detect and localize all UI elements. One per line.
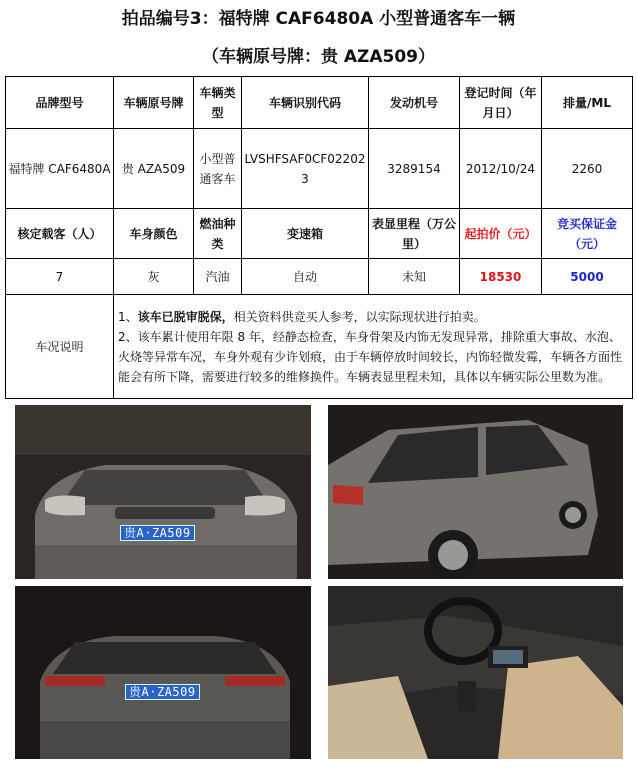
header-starting-price: 起拍价（元） [460,209,542,259]
cell-brand-model: 福特牌 CAF6480A [6,129,114,209]
front-license-plate: 贵A·ZA509 [120,525,195,541]
header-deposit: 竞买保证金（元） [542,209,633,259]
condition-label: 车况说明 [6,295,114,399]
cell-displacement: 2260 [542,129,633,209]
cell-original-plate: 贵 AZA509 [114,129,194,209]
cell-deposit: 5000 [542,259,633,295]
vehicle-spec-table [5,76,633,399]
header-fuel-type: 燃油种类 [194,209,242,259]
note-1: 1、该车已脱审脱保，相关资料供竞买人参考，以实际现状进行拍卖。 [118,309,486,324]
photo-interior [328,586,623,759]
cell-registration-date: 2012/10/24 [460,129,542,209]
cell-body-color: 灰 [114,259,194,295]
condition-row [6,295,633,399]
header-brand-model: 品牌型号 [6,77,114,129]
data-row-1 [6,129,633,209]
cell-vin: LVSHFSAF0CF022023 [242,129,369,209]
header-registration-date: 登记时间（年月日） [460,77,542,129]
cell-fuel-type: 汽油 [194,259,242,295]
cell-starting-price: 18530 [460,259,542,295]
photo-grid [5,400,632,768]
cell-engine-no: 3289154 [369,129,460,209]
rear-license-plate: 贵A·ZA509 [125,684,200,700]
cell-seats: 7 [6,259,114,295]
lot-subtitle: （车辆原号牌：贵 AZA509） [201,47,436,67]
photo-side [328,405,623,579]
header-row-2 [6,209,633,259]
note-1-bold: 该车已脱审脱保， [137,309,234,324]
header-seats: 核定载客（人） [6,209,114,259]
header-mileage: 表显里程（万公里） [369,209,460,259]
photo-front [15,405,311,579]
header-row-1 [6,77,633,129]
cell-vehicle-type: 小型普通客车 [194,129,242,209]
header-original-plate: 车辆原号牌 [114,77,194,129]
photo-rear [15,586,311,759]
header-body-color: 车身颜色 [114,209,194,259]
data-row-2 [6,259,633,295]
note-2: 2、该车累计使用年限 8 年，经静态检查，车身骨架及内饰无发现异常，排除重大事故、水泡、火烧等异常车况，车身外观有少许划痕，由于车辆停放时间较长，内饰轻微发霉，车辆各方面性能会有所下降，需要进行较多的维修换件。车辆表显里程未知，具体以车辆实际公里数为准。 [118,329,623,384]
cell-mileage: 未知 [369,259,460,295]
header-displacement: 排量/ML [542,77,633,129]
condition-notes [114,295,633,399]
cell-transmission: 自动 [242,259,369,295]
header-transmission: 变速箱 [242,209,369,259]
header-engine-no: 发动机号 [369,77,460,129]
header-vin: 车辆识别代码 [242,77,369,129]
lot-title: 拍品编号3：福特牌 CAF6480A 小型普通客车一辆 [121,9,516,29]
header-vehicle-type: 车辆类型 [194,77,242,129]
